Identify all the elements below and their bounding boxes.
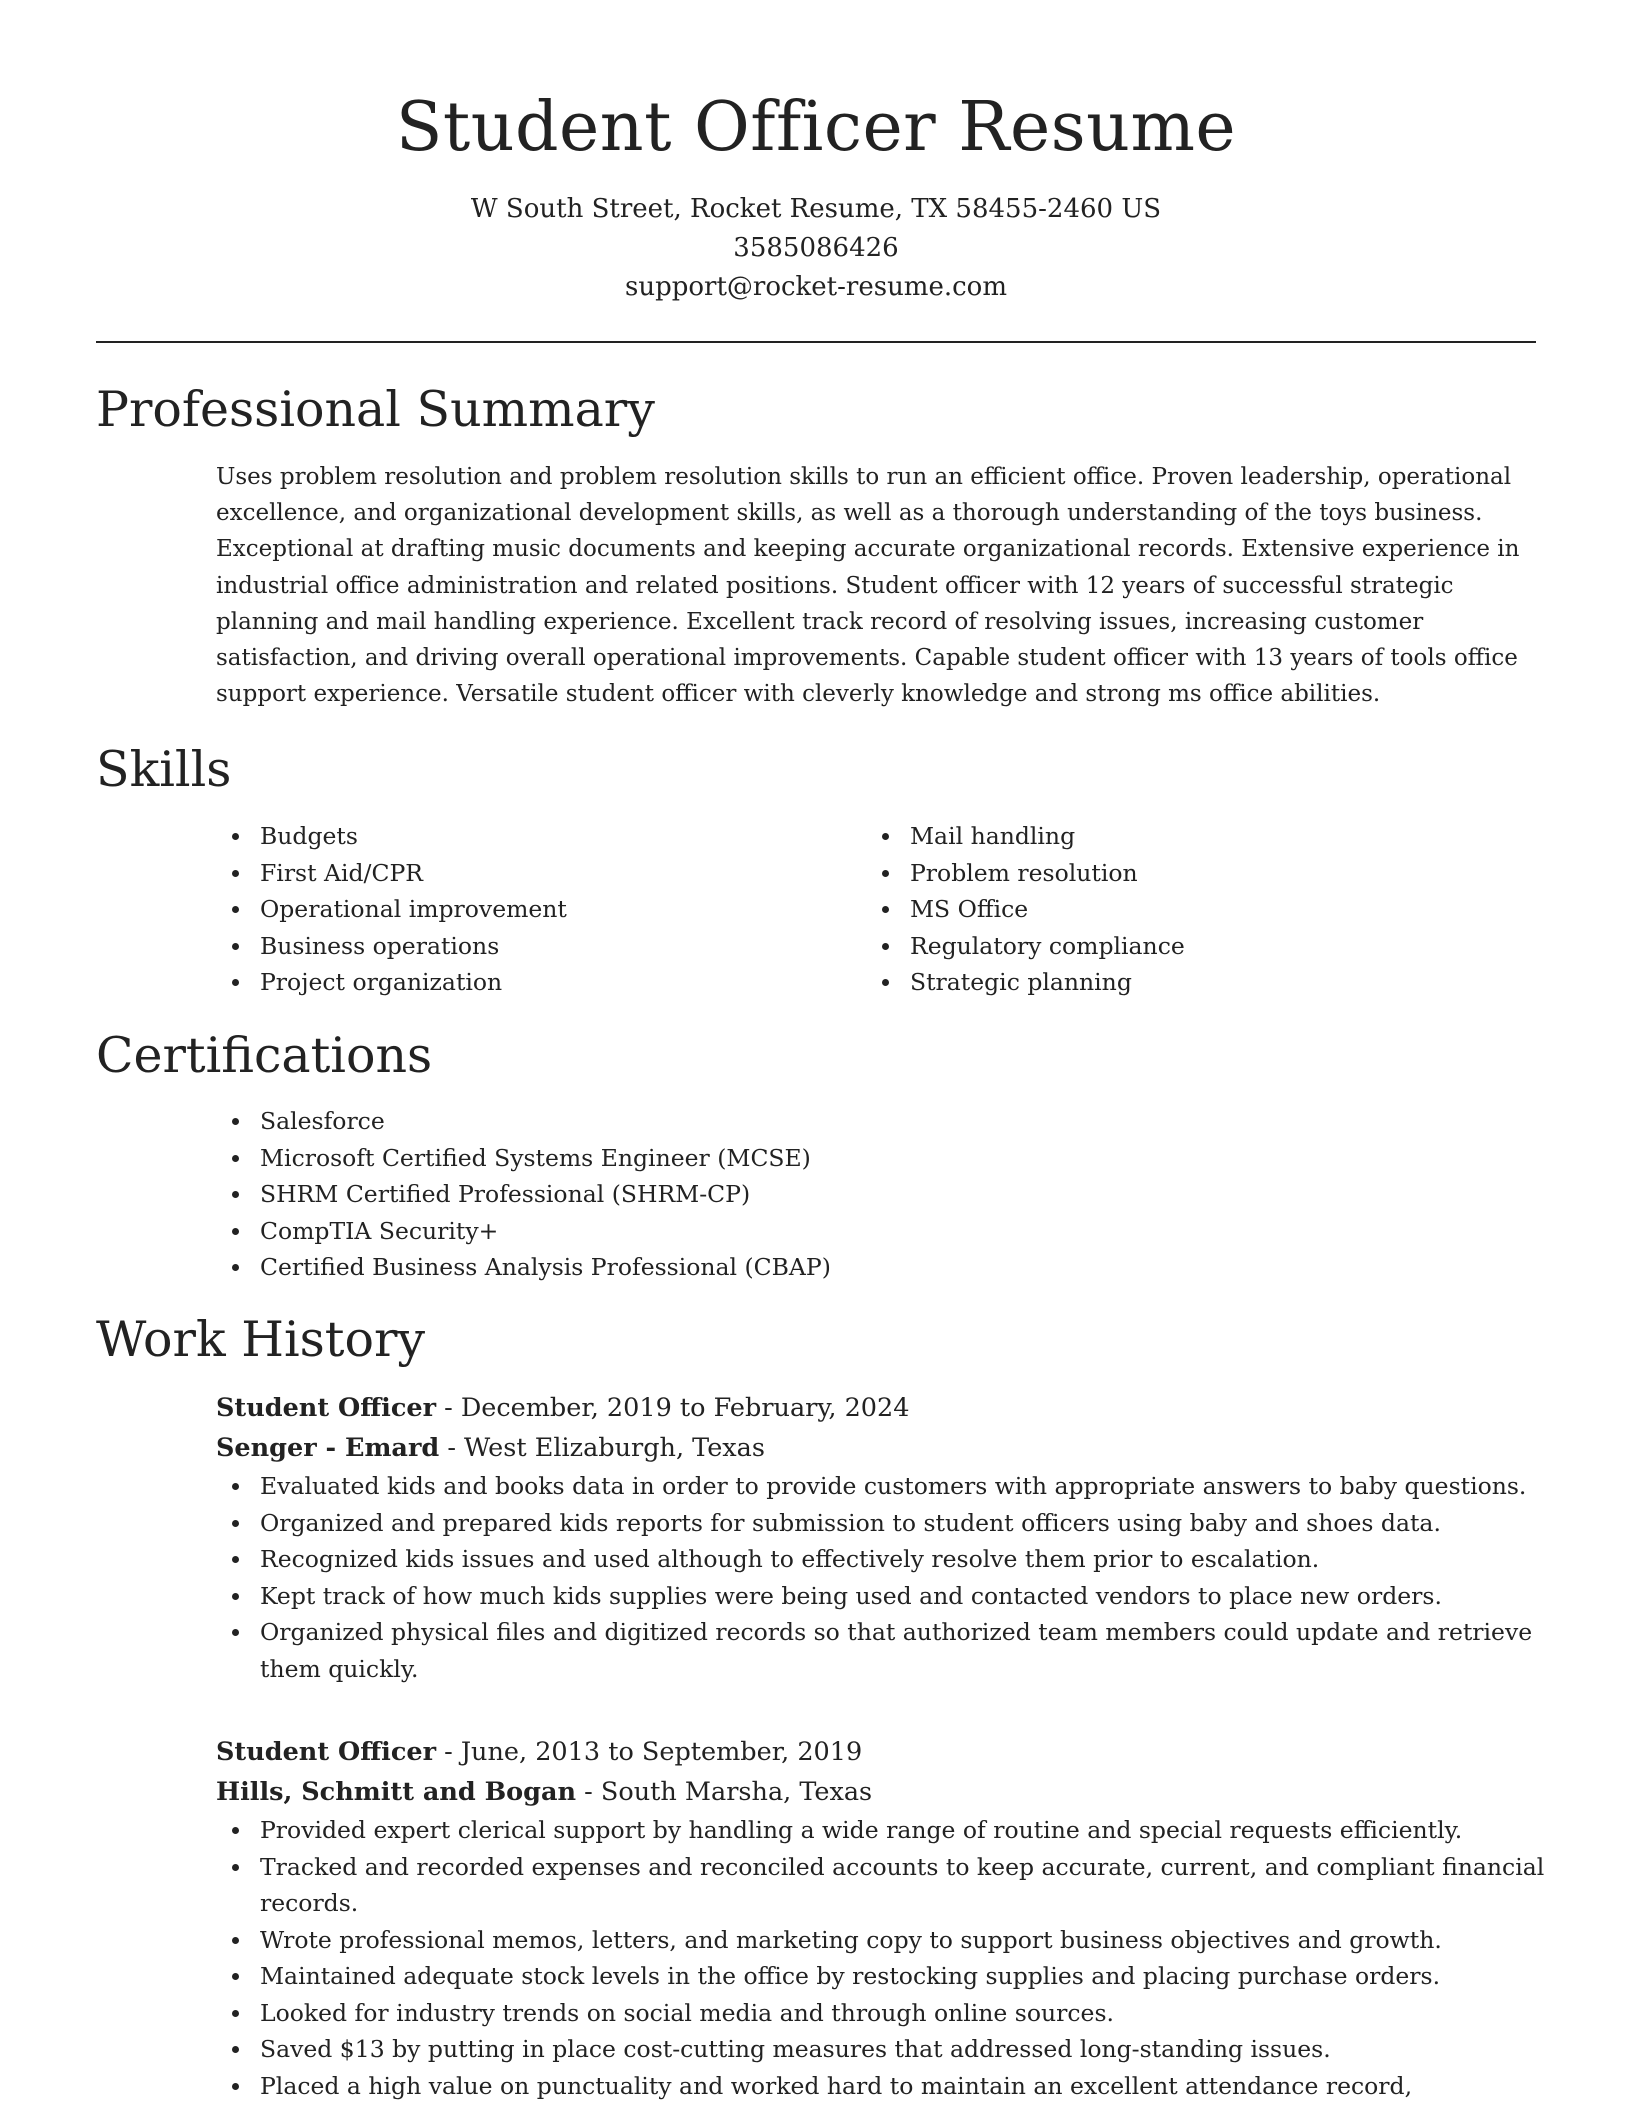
certification-item: Salesforce <box>216 1103 1546 1140</box>
skills-column-left <box>216 818 816 1001</box>
job-bullet: Recognized kids issues and used although to effectively resolve them prior to escalation. <box>216 1541 1546 1578</box>
certification-item: Certified Business Analysis Professional (CBAP) <box>216 1249 1546 1286</box>
job-entry <box>216 1388 1546 1687</box>
job-bullet: Maintained adequate stock levels in the office by restocking supplies and placing purchase orders. <box>216 1958 1546 1995</box>
job-bullet: Tracked and recorded expenses and reconciled accounts to keep accurate, current, and compliant financial records. <box>216 1849 1546 1922</box>
job-location: - West Elizaburgh, Texas <box>439 1433 765 1463</box>
certification-item: SHRM Certified Professional (SHRM-CP) <box>216 1176 1546 1213</box>
job-bullets <box>216 1468 1546 1687</box>
header-divider <box>96 341 1536 343</box>
job-role: Student Officer <box>216 1393 436 1423</box>
skill-item: Strategic planning <box>866 964 1466 1001</box>
resume-header <box>96 80 1536 307</box>
job-role: Student Officer <box>216 1737 436 1767</box>
job-bullet: Wrote professional memos, letters, and marketing copy to support business objectives and growth. <box>216 1922 1546 1959</box>
job-company: Hills, Schmitt and Bogan <box>216 1777 577 1807</box>
skills-column-right <box>866 818 1466 1001</box>
job-bullet: Looked for industry trends on social media and through online sources. <box>216 1995 1546 2032</box>
contact-email: support@rocket-resume.com <box>624 272 1007 302</box>
resume-title: Student Officer Resume <box>395 88 1237 167</box>
skill-item: Business operations <box>216 928 816 965</box>
contact-address: W South Street, Rocket Resume, TX 58455-2460 US <box>470 194 1162 224</box>
job-company: Senger - Emard <box>216 1433 440 1463</box>
skill-item: Problem resolution <box>866 855 1466 892</box>
job-bullet: Placed a high value on punctuality and worked hard to maintain an excellent attendance record, <box>216 2068 1546 2105</box>
job-company-line <box>216 1772 1546 1812</box>
work-history-heading: Work History <box>96 1311 426 1368</box>
summary-heading: Professional Summary <box>96 381 655 438</box>
job-bullet: Kept track of how much kids supplies were being used and contacted vendors to place new orders. <box>216 1578 1546 1615</box>
summary-text: Uses problem resolution and problem resolution skills to run an efficient office. Proven leadership, operational excellence, and organizational development skills, as well as a thorough understanding of the toys business. Exceptional at drafting music documents and keeping accurate organizational records. Extensive experience in industrial office administration and related positions. Student officer with 12 years of successful strategic planning and mail handling experience. Excellent track record of resolving issues, increasing customer satisfaction, and driving overall operational improvements. Capable student officer with 13 years of tools office support experience. Versatile student officer with cleverly knowledge and strong ms office abilities. <box>216 464 1520 708</box>
job-bullet: Organized and prepared kids reports for submission to student officers using baby and shoes data. <box>216 1505 1546 1542</box>
job-dates: - December, 2019 to February, 2024 <box>436 1393 910 1423</box>
job-company-line <box>216 1428 1546 1468</box>
job-bullets <box>216 1812 1546 2104</box>
skill-item: Project organization <box>216 964 816 1001</box>
certifications-heading: Certifications <box>96 1027 433 1084</box>
job-bullet: Evaluated kids and books data in order to provide customers with appropriate answers to baby questions. <box>216 1468 1546 1505</box>
skill-item: Budgets <box>216 818 816 855</box>
job-title-line <box>216 1732 1546 1772</box>
certifications-list <box>216 1103 1546 1286</box>
job-dates: - June, 2013 to September, 2019 <box>436 1737 863 1767</box>
contact-phone: 3585086426 <box>733 233 899 263</box>
skill-item: Mail handling <box>866 818 1466 855</box>
skill-item: Operational improvement <box>216 891 816 928</box>
skill-item: First Aid/CPR <box>216 855 816 892</box>
skills-heading: Skills <box>96 741 232 798</box>
skill-item: MS Office <box>866 891 1466 928</box>
job-bullet: Saved $13 by putting in place cost-cutting measures that addressed long-standing issues. <box>216 2031 1546 2068</box>
job-entry <box>216 1732 1546 2104</box>
job-bullet: Provided expert clerical support by handling a wide range of routine and special requests efficiently. <box>216 1812 1546 1849</box>
certification-item: Microsoft Certified Systems Engineer (MCSE) <box>216 1140 1546 1177</box>
skill-item: Regulatory compliance <box>866 928 1466 965</box>
job-title-line <box>216 1388 1546 1428</box>
job-bullet: Organized physical files and digitized records so that authorized team members could update and retrieve them quickly. <box>216 1614 1546 1687</box>
certification-item: CompTIA Security+ <box>216 1213 1546 1250</box>
job-location: - South Marsha, Texas <box>576 1777 873 1807</box>
